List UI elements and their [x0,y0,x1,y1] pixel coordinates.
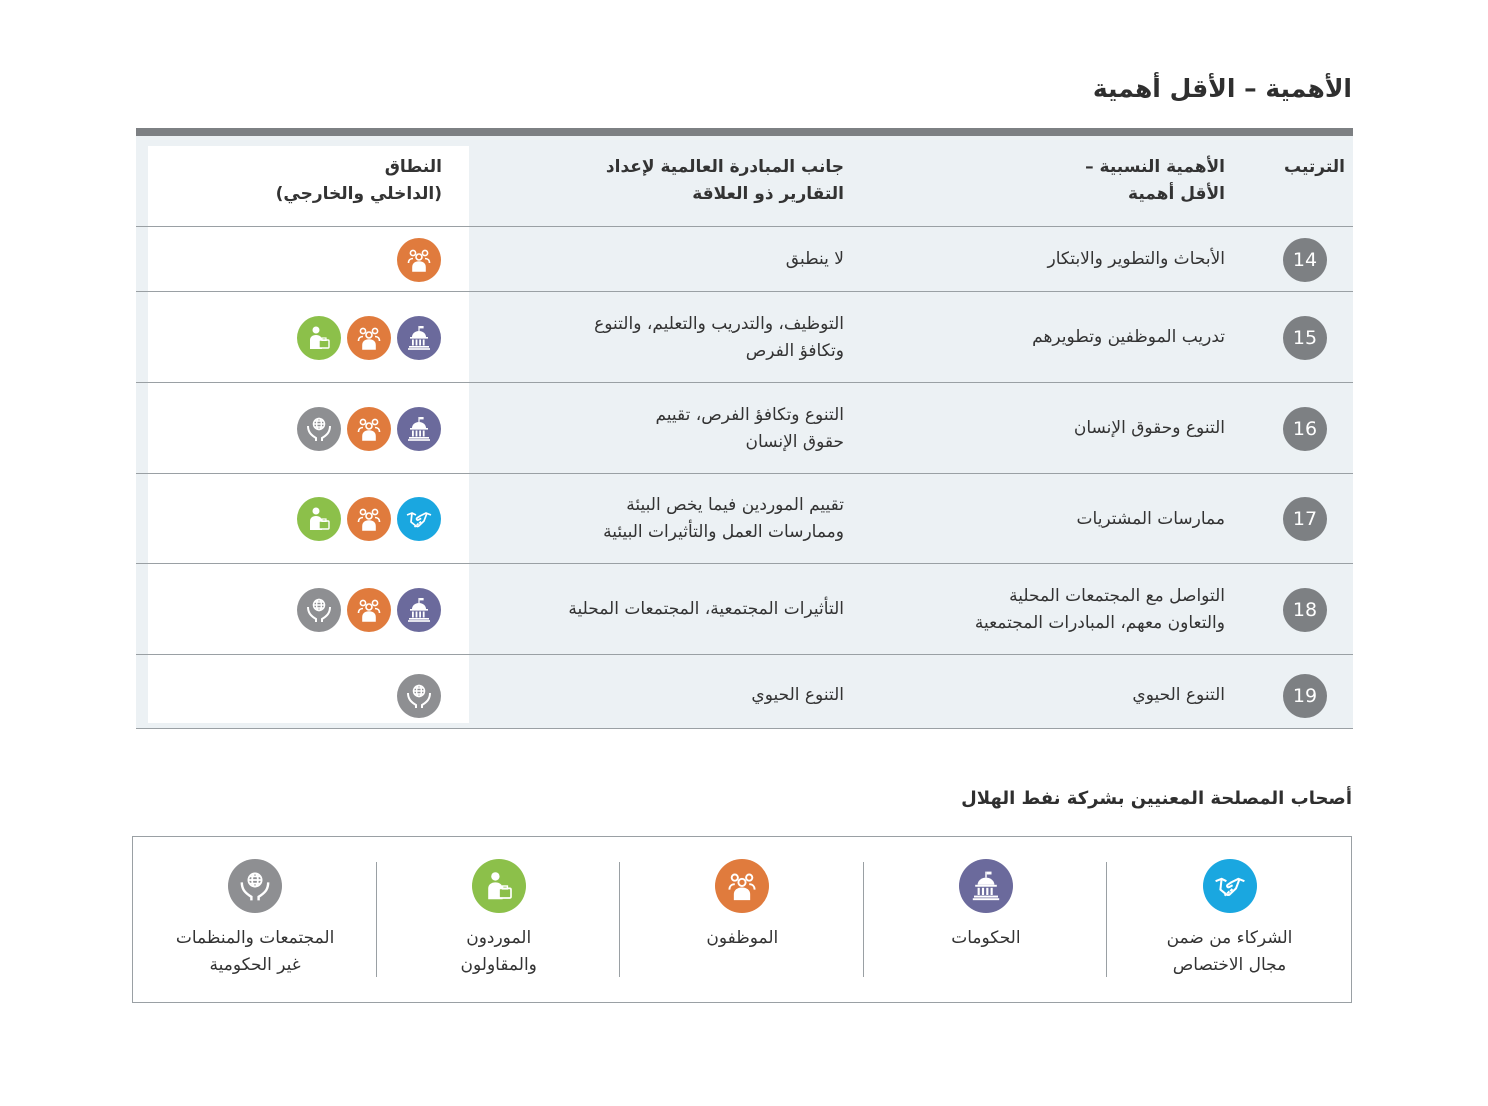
legend-label-line: المجتمعات والمنظمات [175,928,335,948]
gri-aspect-cell [464,292,844,383]
header-scope-line-1: النطاق [384,157,442,177]
legend-label-line: الموردون [466,928,532,948]
legend-item-communities [134,837,377,1002]
supplier-person-icon [297,497,341,541]
topic-text: التنوع الحيوي [1132,685,1225,705]
legend-label-line: مجال الاختصاص [1172,955,1287,975]
gri-aspect-cell [464,227,844,292]
topic-cell [905,564,1225,655]
legend-label-line: الحكومات [951,928,1021,948]
header-rank: الترتيب [1283,157,1345,177]
handshake-icon [397,497,441,541]
government-building-icon [397,407,441,451]
government-building-icon [959,859,1013,913]
table-row [136,382,1353,473]
gri-aspect-cell [464,655,844,736]
legend-label-line: الشركاء من ضمن [1166,928,1293,948]
header-scope [162,154,442,208]
table-row [136,291,1353,382]
rank-badge: 19 [1283,674,1327,718]
legend-label-line: غير الحكومية [209,955,301,975]
gri-aspect-text: وممارسات العمل والتأثيرات البيئية [603,522,844,542]
gri-aspect-text: تقييم الموردين فيما يخص البيئة [626,495,844,515]
legend-label [1108,925,1351,979]
topic-cell [905,655,1225,736]
gri-aspect-text: حقوق الإنسان [745,431,844,452]
people-group-icon [347,316,391,360]
globe-hands-icon [297,588,341,632]
handshake-icon [1203,859,1257,913]
globe-hands-icon [297,407,341,451]
gri-aspect-text: لا ينطبق [785,249,844,269]
topic-text: الأبحاث والتطوير والابتكار [1047,249,1225,269]
legend-label-line: والمقاولون [460,955,537,975]
page-title: الأهمية – الأقل أهمية [1092,74,1352,103]
topic-text: التنوع وحقوق الإنسان [1073,418,1225,438]
legend-label [864,925,1107,952]
government-building-icon [397,588,441,632]
people-group-icon [347,497,391,541]
globe-hands-icon [397,674,441,718]
header-importance-line-1: الأهمية النسبية – [1085,157,1225,177]
topic-text: والتعاون معهم، المبادرات المجتمعية [974,612,1225,633]
government-building-icon [397,316,441,360]
table-row [136,473,1353,563]
topic-text: تدريب الموظفين وتطويرهم [1032,327,1225,347]
legend-divider [619,862,620,977]
header-importance-line-2: الأقل أهمية [1128,184,1225,204]
legend-item-employees [621,837,864,1002]
gri-aspect-text: وتكافؤ الفرص [745,340,844,361]
gri-aspect-cell [464,474,844,564]
legend-label [621,925,864,952]
legend-divider [376,862,377,977]
rank-badge: 14 [1283,238,1327,282]
scope-icons [294,238,441,282]
people-group-icon [715,859,769,913]
gri-aspect-text: التنوع الحيوي [751,685,844,705]
supplier-person-icon [472,859,526,913]
legend-item-partners [1108,837,1351,1002]
legend-label [377,925,620,979]
rank-badge: 17 [1283,497,1327,541]
scope-icons [294,588,441,632]
legend-item-governments [864,837,1107,1002]
gri-aspect-text: التأثيرات المجتمعية، المجتمعات المحلية [568,599,844,619]
scope-icons [294,407,441,451]
rank-badge: 15 [1283,316,1327,360]
people-group-icon [347,588,391,632]
gri-aspect-text: التنوع وتكافؤ الفرص، تقييم [655,404,844,425]
supplier-person-icon [297,316,341,360]
header-scope-line-2: (الداخلي والخارجي) [275,184,442,204]
header-gri [464,154,844,208]
globe-hands-icon [228,859,282,913]
table-row [136,226,1353,291]
legend-divider [1106,862,1107,977]
gri-aspect-cell [464,564,844,655]
topic-cell [905,383,1225,474]
scope-icons [294,316,441,360]
scope-icons [294,497,441,541]
topic-cell [905,474,1225,564]
stakeholder-legend [132,836,1352,1003]
legend-divider [863,862,864,977]
people-group-icon [347,407,391,451]
topic-cell [905,292,1225,383]
people-group-icon [397,238,441,282]
topic-text: التواصل مع المجتمعات المحلية [1009,585,1225,606]
topic-text: ممارسات المشتريات [1076,508,1225,529]
rank-badge: 18 [1283,588,1327,632]
legend-label-line: الموظفون [706,928,779,948]
gri-aspect-cell [464,383,844,474]
legend-item-suppliers [377,837,620,1002]
materiality-table [136,128,1353,729]
legend-label [134,925,377,979]
legend-title: أصحاب المصلحة المعنيين بشركة نفط الهلال [961,788,1352,809]
gri-aspect-text: التوظيف، والتدريب والتعليم، والتنوع [594,313,844,334]
header-gri-line-1: جانب المبادرة العالمية لإعداد [605,157,844,177]
table-row [136,563,1353,654]
table-row [136,654,1353,735]
topic-cell [905,227,1225,292]
header-importance [925,154,1225,208]
scope-icons [294,674,441,718]
rank-badge: 16 [1283,407,1327,451]
header-gri-line-2: التقارير ذو العلاقة [692,184,844,204]
